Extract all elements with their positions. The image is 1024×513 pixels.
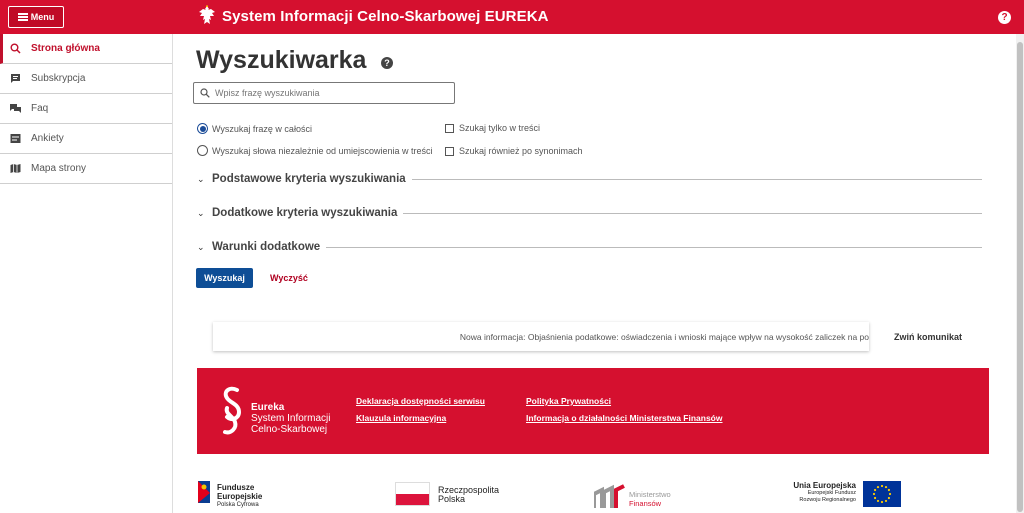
mf-text [629, 490, 671, 508]
rp-line2: Polska [438, 494, 466, 504]
radio-label: Wyszukaj frazę w całości [212, 123, 312, 134]
hamburger-icon [18, 12, 28, 22]
search-icon [200, 88, 210, 98]
page-title: Wyszukiwarka [196, 46, 367, 74]
sidebar-item-faq[interactable] [0, 94, 172, 124]
sidebar [0, 34, 173, 513]
rp-line1: Rzeczpospolita [438, 485, 500, 495]
top-bar [0, 0, 1024, 34]
eureka-logo-icon [219, 384, 245, 438]
brand-name: Eureka [251, 402, 285, 413]
footer [197, 368, 989, 454]
mf-line2: Finansów [629, 499, 662, 508]
chevron-down-icon: ⌄ [197, 173, 205, 184]
eu-star [885, 486, 887, 488]
checkbox-synonyms[interactable] [445, 146, 583, 156]
eu-flag-icon [863, 481, 901, 507]
partner-logos [0, 470, 1016, 513]
search-field[interactable] [193, 82, 455, 104]
sidebar-item-label: Mapa strony [31, 163, 87, 174]
eagle-emblem-icon [198, 5, 216, 27]
eu-star [877, 486, 879, 488]
section-extra-conditions[interactable] [197, 239, 982, 255]
rp-text [438, 486, 499, 504]
divider [412, 179, 982, 180]
chevron-down-icon: ⌄ [197, 207, 205, 218]
section-additional-criteria[interactable] [197, 205, 982, 221]
sidebar-item-surveys[interactable] [0, 124, 172, 154]
sidebar-item-home[interactable] [0, 34, 172, 64]
eu-star [874, 497, 876, 499]
sidebar-item-label: Faq [31, 103, 49, 114]
section-label: Warunki dodatkowe [212, 241, 321, 253]
chevron-down-icon: ⌄ [197, 241, 205, 252]
menu-button-label: Menu [30, 12, 55, 22]
sidebar-item-label: Strona główna [31, 43, 100, 54]
section-label: Podstawowe kryteria wyszukiwania [212, 173, 406, 185]
divider [403, 213, 982, 214]
checkbox-content-only[interactable] [445, 123, 540, 133]
checkbox-label: Szukaj również po synonimach [459, 146, 583, 156]
link-info-clause[interactable]: Klauzula informacyjna [356, 413, 447, 423]
brand-line: Celno-Skarbowej [251, 424, 328, 435]
sidebar-item-label: Subskrypcja [31, 73, 86, 84]
help-icon[interactable]: ? [998, 11, 1011, 24]
clear-button[interactable]: Wyczyść [270, 273, 308, 283]
menu-button[interactable] [8, 6, 64, 28]
collapse-news-button[interactable]: Zwiń komunikat [894, 332, 963, 342]
ue-line2: Europejski Fundusz [807, 490, 856, 496]
checkbox[interactable] [445, 147, 454, 156]
link-privacy[interactable]: Polityka Prywatności [526, 396, 612, 406]
footer-brand [251, 402, 330, 435]
eu-star [885, 500, 887, 502]
search-icon [10, 43, 21, 54]
eu-star [888, 489, 890, 491]
radio-label: Wyszukaj słowa niezależnie od umiejscowienia w treści [212, 145, 433, 156]
section-label: Dodatkowe kryteria wyszukiwania [212, 207, 398, 219]
news-text[interactable]: Nowa informacja: Objaśnienia podatkowe: oświadczenia i wnioski mające wpływ na wysokość zaliczek na po [459, 332, 869, 342]
section-basic-criteria[interactable] [197, 171, 982, 187]
fe-line1: Fundusze [217, 483, 255, 492]
checkbox[interactable] [445, 124, 454, 133]
fe-line3: Polska Cyfrowa [217, 502, 259, 508]
help-icon[interactable]: ? [381, 57, 393, 69]
eu-star [881, 501, 883, 503]
mf-line1: Ministerstwo [629, 490, 671, 499]
search-input[interactable] [215, 88, 445, 98]
sidebar-item-sitemap[interactable] [0, 154, 172, 184]
scrollbar-thumb[interactable] [1017, 42, 1023, 512]
eu-star [873, 493, 875, 495]
radio-button[interactable] [197, 145, 208, 156]
page-scrollbar[interactable] [1016, 34, 1024, 513]
divider [326, 247, 982, 248]
polish-flag-icon [395, 482, 430, 506]
brand-line: System Informacji [251, 413, 331, 424]
sidebar-item-label: Ankiety [31, 133, 64, 144]
eu-star [889, 493, 891, 495]
link-ministry-info[interactable]: Informacja o działalności Ministerstwa Finansów [526, 413, 723, 423]
app-title: System Informacji Celno-Skarbowej EUREKA [222, 8, 549, 25]
eu-star [874, 489, 876, 491]
map-icon [10, 163, 21, 174]
fe-text [217, 483, 262, 510]
message-icon [10, 73, 21, 84]
fe-line2: Europejskie [217, 492, 263, 501]
link-accessibility[interactable]: Deklaracja dostępności serwisu [356, 396, 485, 406]
eu-star [881, 485, 883, 487]
radio-independent-words[interactable] [197, 145, 433, 156]
search-button[interactable]: Wyszukaj [196, 268, 253, 288]
radio-button[interactable] [197, 123, 208, 134]
radio-whole-phrase[interactable] [197, 123, 312, 134]
news-ticker [213, 322, 869, 351]
ue-line3: Rozwoju Regionalnego [799, 497, 856, 503]
eu-star [877, 500, 879, 502]
ue-text [788, 481, 856, 504]
survey-icon [10, 133, 21, 144]
fundusze-europejskie-logo-icon [196, 479, 212, 505]
chat-icon [10, 103, 21, 114]
ue-line1: Unia Europejska [793, 481, 856, 490]
sidebar-item-subscription[interactable] [0, 64, 172, 94]
checkbox-label: Szukaj tylko w treści [459, 123, 541, 133]
eu-star [888, 497, 890, 499]
ministry-of-finance-logo-icon [594, 484, 626, 508]
